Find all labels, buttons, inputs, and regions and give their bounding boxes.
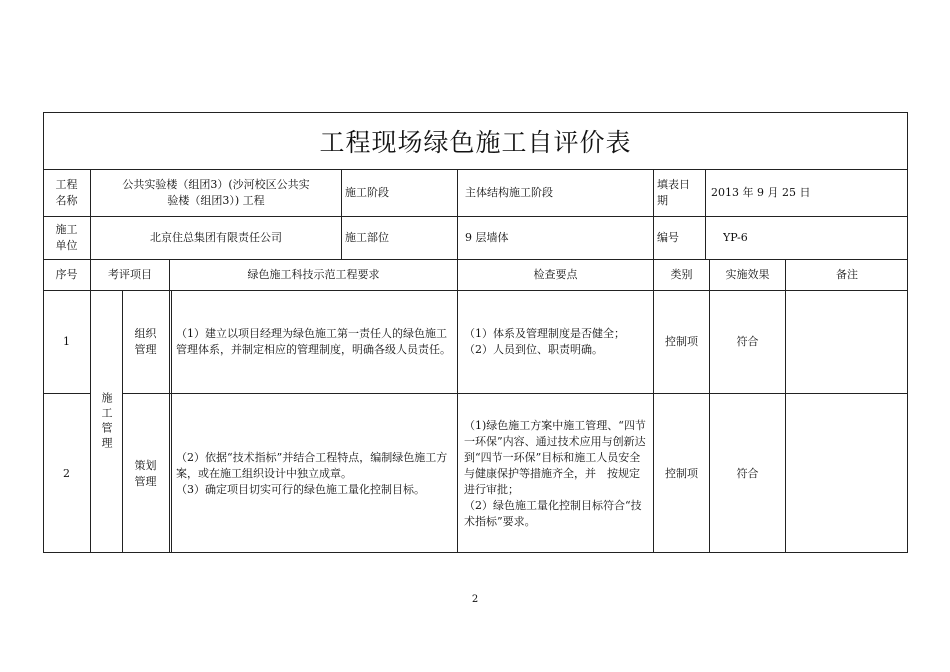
grid-line (90, 169, 91, 553)
grid-line (709, 260, 710, 553)
row-1-subitem: 组织 管理 (134, 327, 157, 356)
row-2-note (786, 394, 908, 553)
grid-line (122, 393, 908, 394)
grid-line (907, 112, 908, 553)
grid-line (43, 112, 44, 553)
code-value: YP-6 (723, 231, 748, 244)
grid-line (43, 290, 908, 291)
project-name-label: 工程 名称 (55, 178, 78, 207)
grid-line (169, 291, 170, 553)
grid-line (169, 260, 170, 291)
header-check: 检查要点 (533, 268, 578, 281)
part-label: 施工部位 (345, 231, 389, 244)
evaluation-form (43, 112, 908, 553)
header-effect: 实施效果 (725, 268, 770, 281)
grid-line (43, 112, 908, 113)
row-1-effect: 符合 (736, 335, 759, 348)
group-label: 施工管理 (100, 392, 113, 452)
row-2-check: （1)绿色施工方案中施工管理、“四节一环保”内容、通过技术应用与创新达到“四节一环保”目标和施工人员安全与健康保护等措施齐全，并 按规定进行审批； （2）绿色施工量化控制目标符合“技术指标”要求。 (464, 418, 646, 528)
row-1-note (786, 291, 908, 393)
row-2-requirement: （2）依据“技术指标”并结合工程特点，编制绿色施工方案，或在施工组织设计中独立成章。 （3）确定项目切实可行的绿色施工量化控制目标。 (176, 450, 448, 496)
page-number: 2 (471, 594, 479, 605)
header-requirement: 绿色施工科技示范工程要求 (247, 268, 380, 281)
form-title: 工程现场绿色施工自评价表 (319, 128, 632, 157)
header-note: 备注 (836, 268, 858, 281)
date-label: 填表日 期 (657, 178, 690, 207)
grid-line (705, 169, 706, 260)
grid-line (457, 169, 458, 553)
grid-line (43, 552, 908, 553)
grid-line (43, 259, 908, 260)
header-seq: 序号 (55, 268, 78, 281)
unit-value: 北京住总集团有限责任公司 (150, 231, 282, 244)
row-2-category: 控制项 (665, 466, 698, 480)
row-1-check: （1）体系及管理制度是否健全； （2）人员到位、职责明确。 (464, 327, 625, 356)
grid-line (653, 169, 654, 553)
stage-value: 主体结构施工阶段 (465, 186, 553, 199)
row-1-requirement: （1）建立以项目经理为绿色施工第一责任人的绿色施工管理体系，并制定相应的管理制度，明确各级人员责任。 (176, 327, 451, 356)
grid-line (43, 216, 908, 217)
grid-line (43, 169, 908, 170)
code-label: 编号 (657, 231, 679, 244)
part-value: 9 层墙体 (465, 231, 509, 244)
grid-line (171, 291, 172, 553)
stage-label: 施工阶段 (345, 186, 389, 199)
grid-line (341, 169, 342, 260)
row-2-effect: 符合 (736, 466, 759, 480)
header-category: 类别 (670, 268, 693, 281)
row-1-category: 控制项 (665, 335, 698, 348)
unit-label: 施工 单位 (55, 223, 78, 252)
row-1-seq: 1 (63, 335, 70, 348)
row-2-subitem: 策划 管理 (134, 458, 157, 488)
grid-line (122, 291, 123, 553)
header-item: 考评项目 (108, 268, 152, 281)
row-2-seq: 2 (63, 466, 70, 480)
grid-line (43, 393, 91, 394)
date-value: 2013 年 9 月 25 日 (711, 186, 811, 199)
project-name-value: 公共实验楼（组团3）(沙河校区公共实 验楼（组团3）) 工程 (122, 178, 310, 207)
grid-line (785, 260, 786, 553)
